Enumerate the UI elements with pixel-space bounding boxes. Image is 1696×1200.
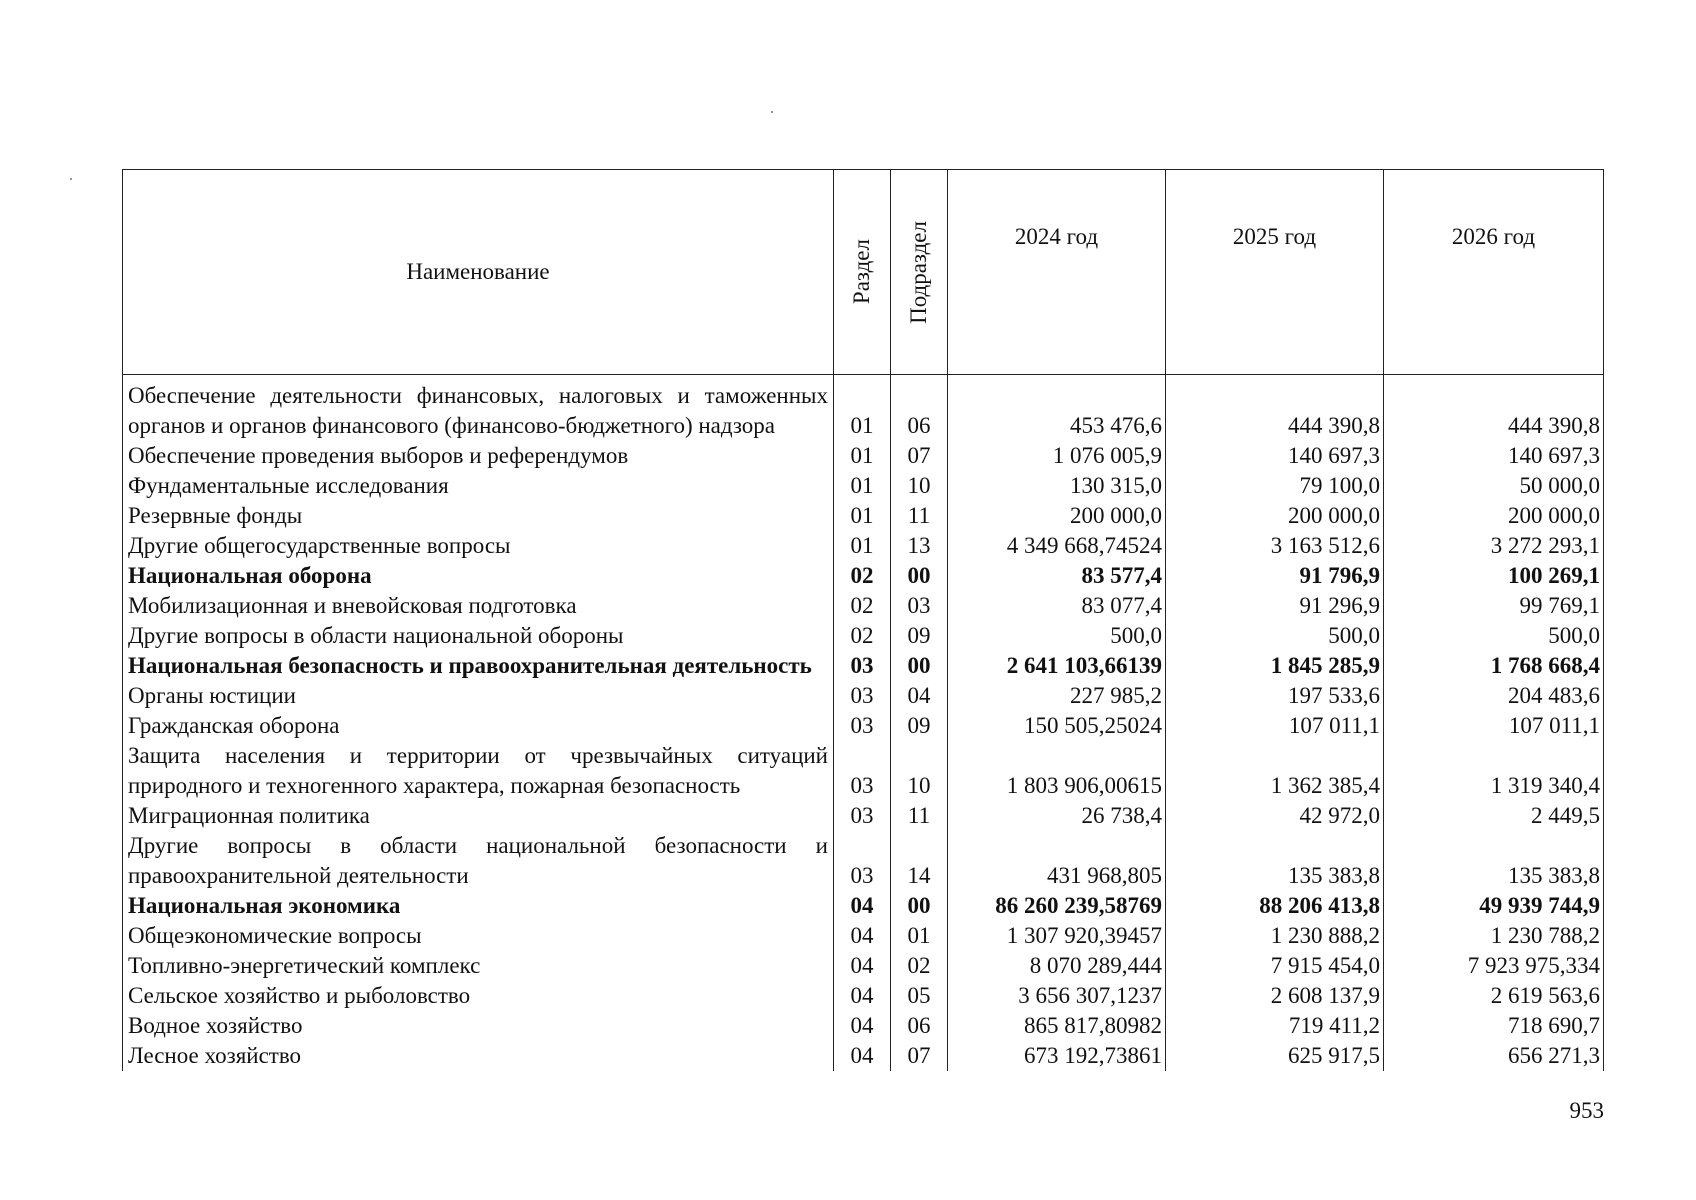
row-value-2026: 204 483,6 bbox=[1384, 681, 1604, 711]
header-name: Наименование bbox=[123, 170, 834, 375]
row-razdel: 03 bbox=[834, 801, 891, 831]
table-row bbox=[123, 801, 1604, 831]
row-value-2025: 2 608 137,9 bbox=[1166, 981, 1384, 1011]
row-value-2026: 1 230 788,2 bbox=[1384, 921, 1604, 951]
header-year-2025: 2025 год bbox=[1166, 170, 1384, 375]
row-name: Общеэкономические вопросы bbox=[123, 921, 834, 951]
row-value-2024: 26 738,4 bbox=[948, 801, 1166, 831]
row-value-2025: 88 206 413,8 bbox=[1166, 891, 1384, 921]
table-body bbox=[123, 375, 1604, 1072]
header-podrazdel-label: Подраздел bbox=[906, 220, 931, 324]
row-value-2026: 3 272 293,1 bbox=[1384, 531, 1604, 561]
row-razdel: 03 bbox=[834, 651, 891, 681]
row-value-2024: 4 349 668,74524 bbox=[948, 531, 1166, 561]
row-value-2025: 79 100,0 bbox=[1166, 471, 1384, 501]
table-row bbox=[123, 621, 1604, 651]
row-podrazdel: 02 bbox=[891, 951, 948, 981]
row-value-2024: 673 192,73861 bbox=[948, 1041, 1166, 1071]
row-podrazdel: 00 bbox=[891, 891, 948, 921]
table-row bbox=[123, 375, 1604, 442]
row-value-2026: 50 000,0 bbox=[1384, 471, 1604, 501]
row-value-2024: 1 307 920,39457 bbox=[948, 921, 1166, 951]
table-row bbox=[123, 531, 1604, 561]
scan-speck bbox=[70, 178, 72, 180]
row-podrazdel: 04 bbox=[891, 681, 948, 711]
row-value-2025: 135 383,8 bbox=[1166, 831, 1384, 891]
row-value-2025: 200 000,0 bbox=[1166, 501, 1384, 531]
row-value-2025: 42 972,0 bbox=[1166, 801, 1384, 831]
row-value-2026: 500,0 bbox=[1384, 621, 1604, 651]
table-row bbox=[123, 561, 1604, 591]
row-value-2024: 3 656 307,1237 bbox=[948, 981, 1166, 1011]
header-year-2026: 2026 год bbox=[1384, 170, 1604, 375]
row-razdel: 01 bbox=[834, 471, 891, 501]
row-razdel: 04 bbox=[834, 981, 891, 1011]
row-podrazdel: 09 bbox=[891, 711, 948, 741]
row-podrazdel: 05 bbox=[891, 981, 948, 1011]
row-value-2025: 7 915 454,0 bbox=[1166, 951, 1384, 981]
table-row bbox=[123, 471, 1604, 501]
row-name: Лесное хозяйство bbox=[123, 1041, 834, 1071]
row-value-2026: 100 269,1 bbox=[1384, 561, 1604, 591]
row-value-2026: 1 319 340,4 bbox=[1384, 741, 1604, 801]
row-podrazdel: 07 bbox=[891, 441, 948, 471]
table-row bbox=[123, 1011, 1604, 1041]
row-podrazdel: 03 bbox=[891, 591, 948, 621]
row-name: Гражданская оборона bbox=[123, 711, 834, 741]
row-razdel: 03 bbox=[834, 741, 891, 801]
row-value-2025: 3 163 512,6 bbox=[1166, 531, 1384, 561]
table-row bbox=[123, 591, 1604, 621]
row-razdel: 03 bbox=[834, 831, 891, 891]
row-value-2026: 49 939 744,9 bbox=[1384, 891, 1604, 921]
scan-speck bbox=[771, 111, 773, 113]
row-podrazdel: 11 bbox=[891, 501, 948, 531]
table-row bbox=[123, 1041, 1604, 1071]
budget-table bbox=[122, 169, 1604, 1071]
row-value-2026: 99 769,1 bbox=[1384, 591, 1604, 621]
row-value-2025: 625 917,5 bbox=[1166, 1041, 1384, 1071]
row-value-2024: 431 968,805 bbox=[948, 831, 1166, 891]
row-razdel: 02 bbox=[834, 621, 891, 651]
row-podrazdel: 14 bbox=[891, 831, 948, 891]
table-row bbox=[123, 741, 1604, 801]
row-value-2026: 1 768 668,4 bbox=[1384, 651, 1604, 681]
row-value-2024: 8 070 289,444 bbox=[948, 951, 1166, 981]
row-value-2026: 444 390,8 bbox=[1384, 375, 1604, 442]
row-value-2025: 1 362 385,4 bbox=[1166, 741, 1384, 801]
row-podrazdel: 00 bbox=[891, 561, 948, 591]
row-value-2025: 444 390,8 bbox=[1166, 375, 1384, 442]
row-podrazdel: 06 bbox=[891, 375, 948, 442]
row-razdel: 04 bbox=[834, 891, 891, 921]
table-row bbox=[123, 441, 1604, 471]
row-podrazdel: 13 bbox=[891, 531, 948, 561]
row-name: Национальная экономика bbox=[123, 891, 834, 921]
row-value-2025: 197 533,6 bbox=[1166, 681, 1384, 711]
row-name: Другие вопросы в области национальной обороны bbox=[123, 621, 834, 651]
row-name: Сельское хозяйство и рыболовство bbox=[123, 981, 834, 1011]
row-value-2026: 718 690,7 bbox=[1384, 1011, 1604, 1041]
row-value-2024: 83 577,4 bbox=[948, 561, 1166, 591]
header-year-2024: 2024 год bbox=[948, 170, 1166, 375]
row-value-2024: 86 260 239,58769 bbox=[948, 891, 1166, 921]
row-value-2024: 2 641 103,66139 bbox=[948, 651, 1166, 681]
row-value-2024: 500,0 bbox=[948, 621, 1166, 651]
row-name: Обеспечение деятельности финансовых, налоговых и таможенных органов и органов финансового (финансово-бюджетного) надзора bbox=[123, 375, 834, 442]
row-name: Национальная оборона bbox=[123, 561, 834, 591]
table-header-row bbox=[123, 170, 1604, 375]
row-podrazdel: 06 bbox=[891, 1011, 948, 1041]
row-value-2025: 1 845 285,9 bbox=[1166, 651, 1384, 681]
row-name: Топливно-энергетический комплекс bbox=[123, 951, 834, 981]
row-value-2026: 140 697,3 bbox=[1384, 441, 1604, 471]
row-razdel: 01 bbox=[834, 531, 891, 561]
row-name: Другие общегосударственные вопросы bbox=[123, 531, 834, 561]
row-value-2026: 7 923 975,334 bbox=[1384, 951, 1604, 981]
row-value-2024: 453 476,6 bbox=[948, 375, 1166, 442]
row-value-2025: 1 230 888,2 bbox=[1166, 921, 1384, 951]
row-value-2024: 130 315,0 bbox=[948, 471, 1166, 501]
row-podrazdel: 01 bbox=[891, 921, 948, 951]
row-value-2026: 107 011,1 bbox=[1384, 711, 1604, 741]
row-razdel: 03 bbox=[834, 681, 891, 711]
table-row bbox=[123, 981, 1604, 1011]
row-podrazdel: 00 bbox=[891, 651, 948, 681]
row-name: Мобилизационная и вневойсковая подготовка bbox=[123, 591, 834, 621]
row-value-2026: 135 383,8 bbox=[1384, 831, 1604, 891]
row-razdel: 02 bbox=[834, 561, 891, 591]
row-value-2026: 656 271,3 bbox=[1384, 1041, 1604, 1071]
table-row bbox=[123, 831, 1604, 891]
row-value-2025: 140 697,3 bbox=[1166, 441, 1384, 471]
row-value-2024: 865 817,80982 bbox=[948, 1011, 1166, 1041]
row-razdel: 04 bbox=[834, 1011, 891, 1041]
row-value-2025: 91 796,9 bbox=[1166, 561, 1384, 591]
table-row bbox=[123, 501, 1604, 531]
row-value-2025: 107 011,1 bbox=[1166, 711, 1384, 741]
row-name: Защита населения и территории от чрезвычайных ситуаций природного и техногенного характера, пожарная безопасность bbox=[123, 741, 834, 801]
row-podrazdel: 10 bbox=[891, 471, 948, 501]
row-value-2025: 500,0 bbox=[1166, 621, 1384, 651]
row-value-2024: 150 505,25024 bbox=[948, 711, 1166, 741]
row-name: Органы юстиции bbox=[123, 681, 834, 711]
row-name: Другие вопросы в области национальной безопасности и правоохранительной деятельности bbox=[123, 831, 834, 891]
table-row bbox=[123, 711, 1604, 741]
table-row bbox=[123, 921, 1604, 951]
row-value-2026: 2 449,5 bbox=[1384, 801, 1604, 831]
row-name: Водное хозяйство bbox=[123, 1011, 834, 1041]
table-row bbox=[123, 891, 1604, 921]
row-name: Миграционная политика bbox=[123, 801, 834, 831]
row-podrazdel: 10 bbox=[891, 741, 948, 801]
row-value-2024: 1 076 005,9 bbox=[948, 441, 1166, 471]
row-name: Фундаментальные исследования bbox=[123, 471, 834, 501]
header-razdel-label: Раздел bbox=[849, 239, 874, 305]
row-razdel: 03 bbox=[834, 711, 891, 741]
row-razdel: 01 bbox=[834, 375, 891, 442]
row-name: Обеспечение проведения выборов и референдумов bbox=[123, 441, 834, 471]
header-podrazdel bbox=[891, 170, 948, 375]
row-razdel: 04 bbox=[834, 1041, 891, 1071]
row-value-2024: 1 803 906,00615 bbox=[948, 741, 1166, 801]
row-value-2024: 227 985,2 bbox=[948, 681, 1166, 711]
row-podrazdel: 11 bbox=[891, 801, 948, 831]
row-value-2024: 200 000,0 bbox=[948, 501, 1166, 531]
row-razdel: 02 bbox=[834, 591, 891, 621]
row-razdel: 01 bbox=[834, 441, 891, 471]
row-value-2026: 2 619 563,6 bbox=[1384, 981, 1604, 1011]
table-row bbox=[123, 651, 1604, 681]
row-value-2025: 719 411,2 bbox=[1166, 1011, 1384, 1041]
row-razdel: 01 bbox=[834, 501, 891, 531]
row-razdel: 04 bbox=[834, 921, 891, 951]
row-value-2026: 200 000,0 bbox=[1384, 501, 1604, 531]
row-podrazdel: 09 bbox=[891, 621, 948, 651]
row-name: Национальная безопасность и правоохранительная деятельность bbox=[123, 651, 834, 681]
page-number: 953 bbox=[1569, 1098, 1604, 1123]
row-value-2025: 91 296,9 bbox=[1166, 591, 1384, 621]
row-name: Резервные фонды bbox=[123, 501, 834, 531]
row-value-2024: 83 077,4 bbox=[948, 591, 1166, 621]
row-razdel: 04 bbox=[834, 951, 891, 981]
table-row bbox=[123, 681, 1604, 711]
header-razdel bbox=[834, 170, 891, 375]
table-row bbox=[123, 951, 1604, 981]
row-podrazdel: 07 bbox=[891, 1041, 948, 1071]
